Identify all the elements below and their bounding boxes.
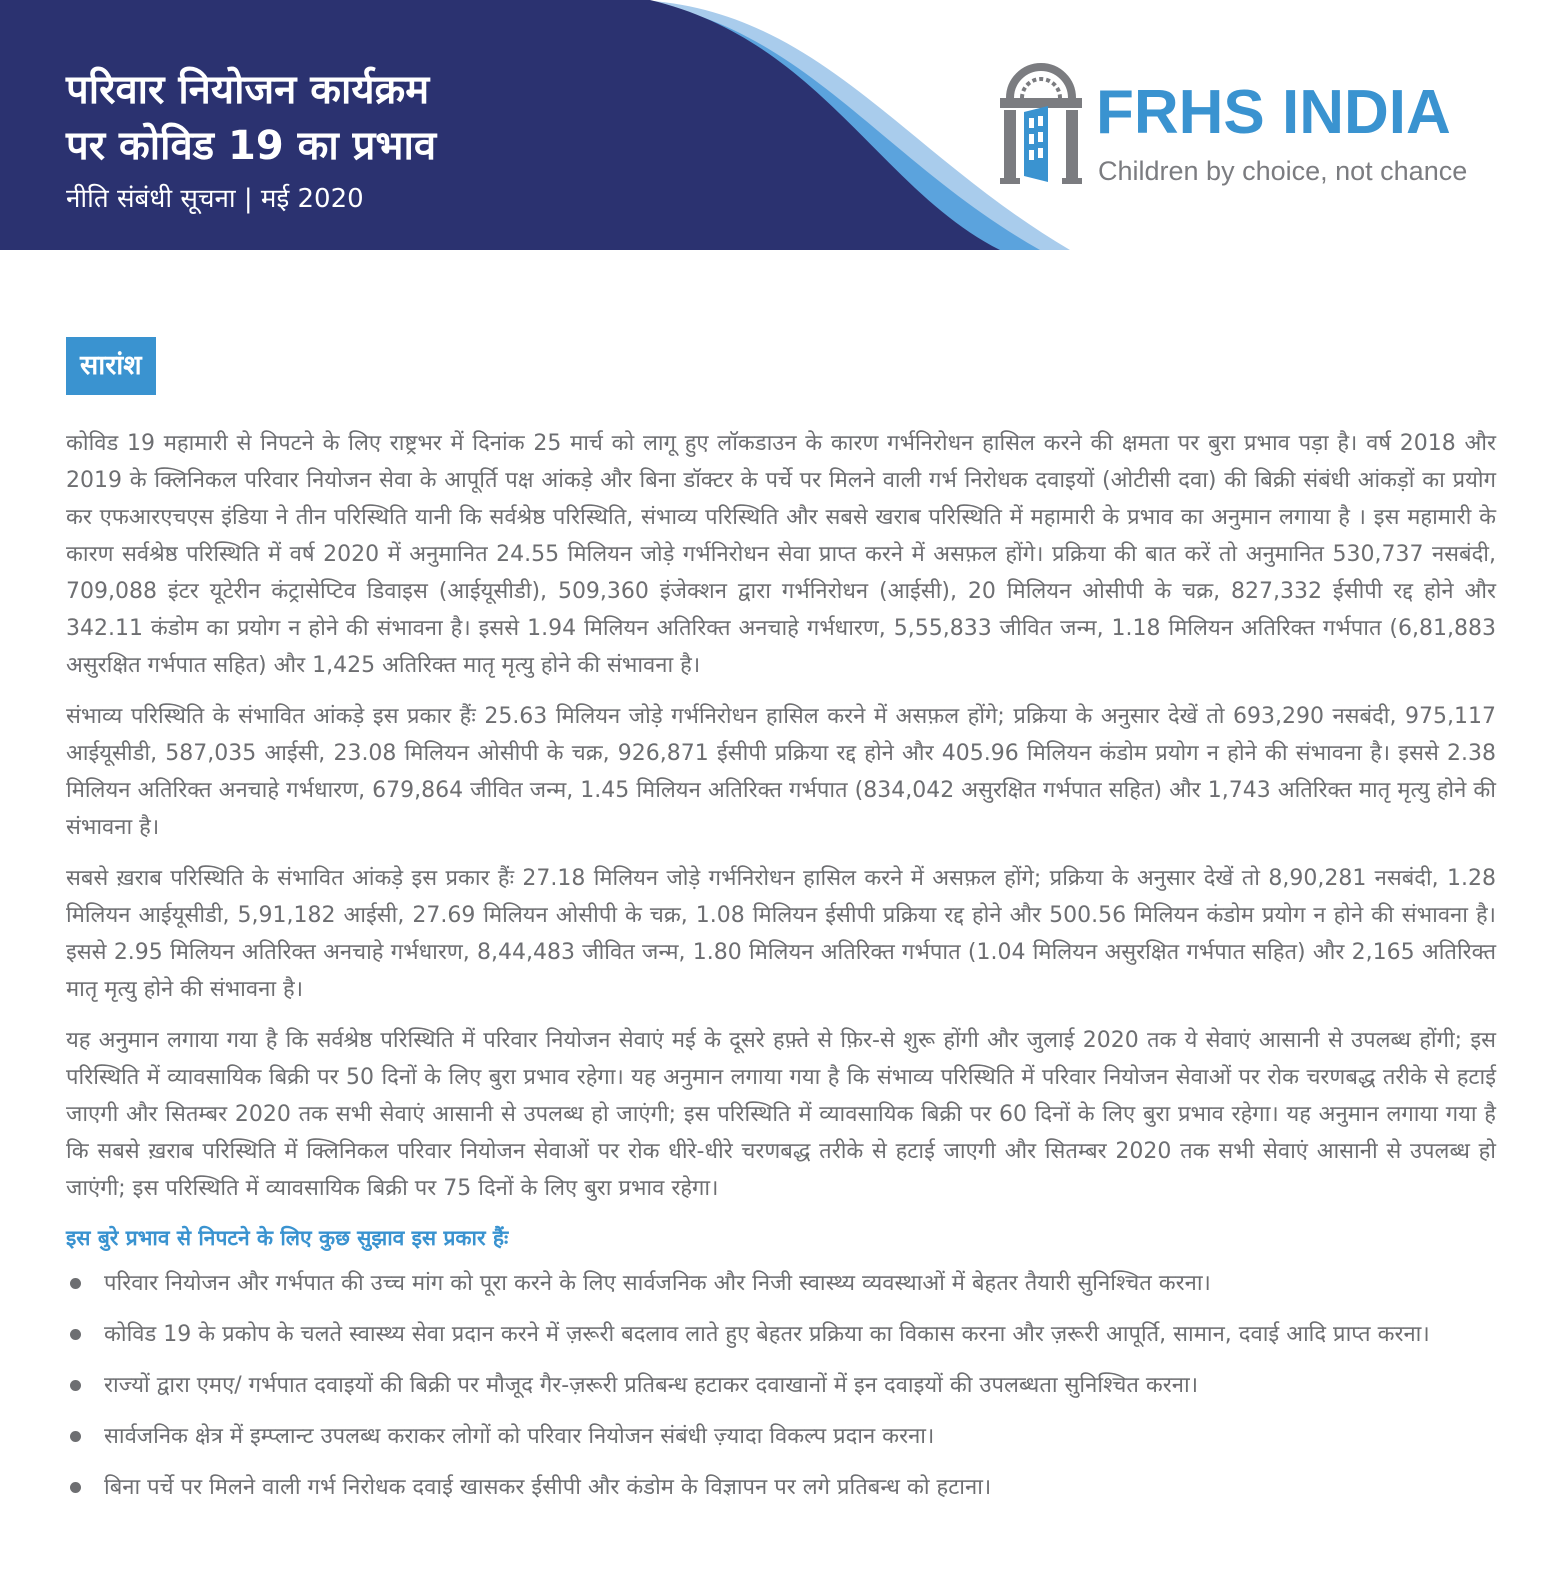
bullet-icon	[70, 1482, 81, 1493]
list-item-text: राज्यों द्वारा एमए/ गर्भपात दवाइयों की बिक्री पर मौजूद गैर-ज़रूरी प्रतिबन्ध हटाकर दवाखानों में इन दवाइयों की उपलब्धता सुनिश्चित करना।	[104, 1373, 1199, 1398]
bullet-icon	[70, 1329, 81, 1340]
list-item-text: कोविड 19 के प्रकोप के चलते स्वास्थ्य सेवा प्रदान करने में ज़रूरी बदलाव लाते हुए बेहतर प्रक्रिया का विकास करना और ज़रूरी आपूर्ति, सामान, दवाई आदि प्राप्त करना।	[104, 1322, 1430, 1347]
list-item-text: सार्वजनिक क्षेत्र में इम्प्लान्ट उपलब्ध कराकर लोगों को परिवार नियोजन संबंधी ज़्यादा विकल्प प्रदान करना।	[104, 1424, 935, 1449]
list-item-text: परिवार नियोजन और गर्भपात की उच्च मांग को पूरा करने के लिए सार्वजनिक और निजी स्वास्थ्य व्यवस्थाओं में बेहतर तैयारी सुनिश्चित करना।	[104, 1271, 1211, 1296]
header-banner	[0, 0, 1568, 250]
frhs-logo	[996, 58, 1506, 188]
summary-paragraph-1: कोविड 19 महामारी से निपटने के लिए राष्ट्रभर में दिनांक 25 मार्च को लागू हुए लॉकडाउन के कारण गर्भनिरोधन हासिल करने की क्षमता पर बुरा प्रभाव पड़ा है। वर्ष 2018 और 2019 के क्लिनिकल परिवार नियोजन सेवा के आपूर्ति पक्ष आंकड़े और बिना डॉक्टर के पर्चे पर मिलने वाली गर्भ निरोधक दवाइयों (ओटीसी दवा) की बिक्री संबंधी आंकड़ों का प्रयोग कर एफआरएचएस इंडिया ने तीन परिस्थिति यानी कि सर्वश्रेष्ठ परिस्थिति, संभाव्य परिस्थिति और सबसे खराब परिस्थिति में महामारी के प्रभाव का अनुमान लगाया है । इस महामारी के कारण सर्वश्रेष्ठ परिस्थिति में वर्ष 2020 में अनुमानित 24.55 मिलियन जोड़े गर्भनिरोधन सेवा प्राप्त करने में असफ़ल होंगे। प्रक्रिया की बात करें तो अनुमानित 530,737 नसबंदी, 709,088 इंटर यूटेरीन कंट्रासेप्टिव डिवाइस (आईयूसीडी), 509,360 इंजेक्शन द्वारा गर्भनिरोधन (आईसी), 20 मिलियन ओसीपी के चक्र, 827,332 ईसीपी रद्द होने और 342.11 कंडोम का प्रयोग न होने की संभावना है। इससे 1.94 मिलियन अतिरिक्त अनचाहे गर्भधारण, 5,55,833 जीवित जन्म, 1.18 मिलियन अतिरिक्त गर्भपात (6,81,883 असुरक्षित गर्भपात सहित) और 1,425 अतिरिक्त मातृ मृत्यु होने की संभावना है।	[66, 431, 1496, 678]
summary-paragraph-3: सबसे ख़राब परिस्थिति के संभावित आंकड़े इस प्रकार हैंः 27.18 मिलियन जोड़े गर्भनिरोधन हासिल करने में असफ़ल होंगे; प्रक्रिया के अनुसार देखें तो 8,90,281 नसबंदी, 1.28 मिलियन आईयूसीडी, 5,91,182 आईसी, 27.69 मिलियन ओसीपी के चक्र, 1.08 मिलियन ईसीपी प्रक्रिया रद्द होने और 500.56 मिलियन कंडोम प्रयोग न होने की संभावना है। इससे 2.95 मिलियन अतिरिक्त अनचाहे गर्भधारण, 8,44,483 जीवित जन्म, 1.80 मिलियन अतिरिक्त गर्भपात (1.04 मिलियन असुरक्षित गर्भपात सहित) और 2,165 अतिरिक्त मातृ मृत्यु होने की संभावना है।	[66, 866, 1496, 1002]
recommendations-list	[66, 1265, 1496, 1506]
main-content	[66, 425, 1496, 1520]
bullet-icon	[70, 1278, 81, 1289]
list-item	[66, 1316, 1496, 1353]
list-item	[66, 1265, 1496, 1302]
summary-paragraph-4: यह अनुमान लगाया गया है कि सर्वश्रेष्ठ परिस्थिति में परिवार नियोजन सेवाएं मई के दूसरे हफ़्ते से फ़िर-से शुरू होंगी और जुलाई 2020 तक ये सेवाएं आसानी से उपलब्ध होंगी; इस परिस्थिति में व्यावसायिक बिक्री पर 50 दिनों के लिए बुरा प्रभाव रहेगा। यह अनुमान लगाया गया है कि संभाव्य परिस्थिति में परिवार नियोजन सेवाओं पर रोक चरणबद्ध तरीके से हटाई जाएगी और सितम्बर 2020 तक सभी सेवाएं आसानी से उपलब्ध हो जाएंगी; इस परिस्थिति में व्यावसायिक बिक्री पर 60 दिनों के लिए बुरा प्रभाव रहेगा। यह अनुमान लगाया गया है कि सबसे ख़राब परिस्थिति में क्लिनिकल परिवार नियोजन सेवाओं पर रोक धीरे-धीरे चरणबद्ध तरीके से हटाई जाएगी और सितम्बर 2020 तक सभी सेवाएं आसानी से उपलब्ध हो जाएंगी; इस परिस्थिति में व्यावसायिक बिक्री पर 75 दिनों के लिए बुरा प्रभाव रहेगा।	[66, 1028, 1496, 1201]
title-line-2: पर कोविड 19 का प्रभाव	[66, 123, 437, 169]
document-subtitle: नीति संबंधी सूचना | मई 2020	[66, 184, 364, 214]
bullet-icon	[70, 1380, 81, 1391]
brand-tagline: Children by choice, not chance	[1098, 156, 1468, 186]
brand-name: FRHS INDIA	[1096, 78, 1451, 147]
bullet-icon	[70, 1431, 81, 1442]
list-item-text: बिना पर्चे पर मिलने वाली गर्भ निरोधक दवाई खासकर ईसीपी और कंडोम के विज्ञापन पर लगे प्रतिबन्ध को हटाना।	[104, 1475, 992, 1500]
recommendations-heading: इस बुरे प्रभाव से निपटने के लिए कुछ सुझाव इस प्रकार हैंः	[66, 1226, 509, 1250]
document-title	[66, 62, 436, 174]
summary-paragraph-2: संभाव्य परिस्थिति के संभावित आंकड़े इस प्रकार हैंः 25.63 मिलियन जोड़े गर्भनिरोधन हासिल करने में असफ़ल होंगे; प्रक्रिया के अनुसार देखें तो 693,290 नसबंदी, 975,117 आईयूसीडी, 587,035 आईसी, 23.08 मिलियन ओसीपी के चक्र, 926,871 ईसीपी प्रक्रिया रद्द होने और 405.96 मिलियन कंडोम प्रयोग न होने की संभावना है। इससे 2.38 मिलियन अतिरिक्त अनचाहे गर्भधारण, 679,864 जीवित जन्म, 1.45 मिलियन अतिरिक्त गर्भपात (834,042 असुरक्षित गर्भपात सहित) और 1,743 अतिरिक्त मातृ मृत्यु होने की संभावना है।	[66, 704, 1496, 840]
summary-heading-badge: सारांश	[66, 337, 156, 395]
doorway-icon	[996, 58, 1086, 188]
list-item	[66, 1418, 1496, 1455]
list-item	[66, 1469, 1496, 1506]
title-line-1: परिवार नियोजन कार्यक्रम	[66, 67, 430, 113]
list-item	[66, 1367, 1496, 1404]
